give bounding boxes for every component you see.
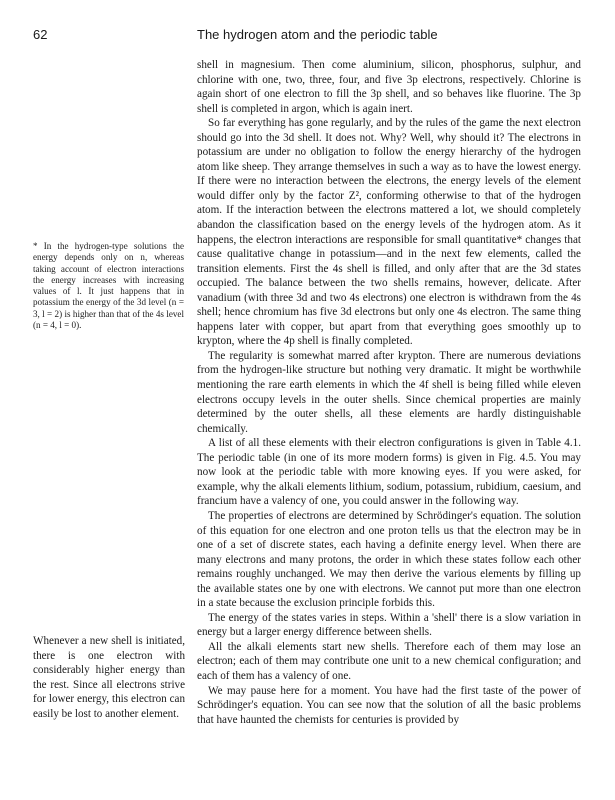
body-text <box>197 58 581 727</box>
footnote-marker: * <box>33 241 38 251</box>
paragraph-7: All the alkali elements start new shells. Therefore each of them may lose an electron; each of them may contribute one unit to a new chemical configuration; and each of them has a valency of one. <box>197 640 581 682</box>
paragraph-8: We may pause here for a moment. You have had the first taste of the power of Schrödinger's equation. You can see now that the solution of all the basic problems that have haunted the chemists for centuries is provided by <box>197 684 581 726</box>
paragraph-4: A list of all these elements with their electron configurations is given in Table 4.1. The periodic table (in one of its more modern forms) is given in Fig. 4.5. You may now look at the periodic table with more knowing eyes. If you were asked, for example, why the alkali elements lithium, sodium, potassium, rubidium, caesium, and francium have a valency of one, you could answer in the following way. <box>197 437 581 508</box>
paragraph-1: shell in magnesium. Then come aluminium, silicon, phosphorus, sulphur, and chlorine with one, two, three, four, and five 3p electrons, respectively. Chlorine is again short of one electron to fill the 3p shell, and so behaves like fluorine. The 3p shell is completed in argon, which is again inert. <box>197 59 581 115</box>
footnote-text: In the hydrogen-type solutions the energy depends only on n, whereas taking account of electron interactions the energy increases with increasing values of l. It just happens that in potassium the energy of the 3d level (n = 3, l = 2) is higher than that of the 4s level (n = 4, l = 0). <box>33 241 184 331</box>
footnote <box>33 241 184 331</box>
margin-note: Whenever a new shell is initiated, there is one electron with considerably higher energy than the rest. Since all electrons strive for lower energy, this electron can easily be lost to another element. <box>33 635 185 720</box>
paragraph-6: The energy of the states varies in steps. Within a 'shell' there is a slow variation in energy but a larger energy difference between shells. <box>197 611 581 639</box>
paragraph-5: The properties of electrons are determined by Schrödinger's equation. The solution of this equation for one electron and one proton tells us that the electron may be in one of a set of discrete states, each having a definite energy level. When there are many electrons and many protons, the order in which these states follow each other remains roughly unchanged. We may then derive the various elements by filling up the available states one by one with electrons. We cannot put more than one electron in a state because the exclusion principle forbids this. <box>197 509 581 610</box>
paragraph-2: So far everything has gone regularly, and by the rules of the game the next electron should go into the 3d shell. It does not. Why? Well, why should it? The electrons in potassium are under no obligation to follow the energy hierarchy of the hydrogen atom like sheep. They arrange themselves in such a way as to have the lowest energy. If there were no interaction between the electrons, the energy levels of the element would differ only by the factor Z², conforming otherwise to that of the hydrogen atom. If the interaction between the electrons mattered a lot, we should completely abandon the classification based on the energy levels of the hydrogen atom. As it happens, the electron interactions are responsible for small quantitative* changes that cause qualitative change in potassium—and in the next few elements, called the transition elements. First the 4s shell is filled, and only after that are the 3d states occupied. The balance between the two shells remains, however, delicate. After vanadium (with three 3d and two 4s electrons) one electron is withdrawn from the 4s shell; hence chromium has five 3d electrons but only one 4s electron. The same thing happens later with copper, but apart from that everything goes smoothly up to krypton, where the 4p shell is finally completed. <box>197 117 581 348</box>
running-title: The hydrogen atom and the periodic table <box>197 27 438 42</box>
page-number: 62 <box>33 27 48 42</box>
paragraph-3: The regularity is somewhat marred after krypton. There are numerous deviations from the hydrogen-like structure but nothing very dramatic. It might be worthwhile mentioning the rare earth elements in which the 4f shell is being filled while eleven electrons occupy levels in the outer shells. Since chemical properties are mainly determined by the outer shells, all these elements are hardly distinguishable chemically. <box>197 349 581 435</box>
